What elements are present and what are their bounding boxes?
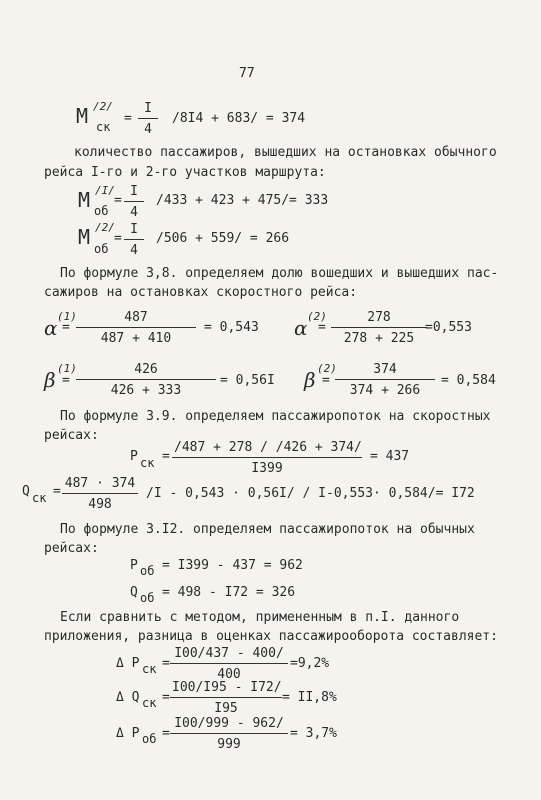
superscript: /I/ bbox=[95, 184, 115, 197]
numerator: I bbox=[138, 101, 158, 119]
fraction bbox=[124, 222, 144, 258]
symbol: Q bbox=[22, 484, 30, 499]
subscript: об bbox=[140, 564, 155, 578]
equals: = bbox=[53, 484, 61, 499]
equals: = bbox=[114, 231, 122, 246]
superscript: (2) bbox=[307, 310, 327, 323]
text-line: количество пассажиров, вышедших на остановках обычного bbox=[74, 145, 497, 160]
subscript: ск bbox=[142, 696, 157, 710]
alpha-symbol: α bbox=[294, 316, 308, 340]
fraction bbox=[76, 362, 216, 398]
beta-symbol: β bbox=[304, 368, 316, 392]
result: = 0,543 bbox=[204, 320, 259, 335]
subscript: об bbox=[94, 242, 109, 256]
page-number: 77 bbox=[239, 66, 255, 81]
beta-symbol: β bbox=[44, 368, 56, 392]
expression: = 498 - I72 = 326 bbox=[162, 585, 296, 600]
equals: = bbox=[162, 726, 170, 741]
numerator: 374 bbox=[335, 362, 435, 380]
fraction bbox=[170, 716, 288, 752]
text-line: рейсах: bbox=[44, 541, 99, 556]
equals: = bbox=[162, 449, 170, 464]
symbol: Δ P bbox=[116, 656, 140, 671]
subscript: об bbox=[140, 591, 155, 605]
equals: = bbox=[124, 111, 132, 126]
subscript: об bbox=[142, 732, 157, 746]
superscript: (1) bbox=[57, 362, 77, 375]
denominator: I399 bbox=[251, 461, 283, 476]
fraction bbox=[62, 476, 138, 512]
fraction bbox=[335, 362, 435, 398]
superscript: (2) bbox=[317, 362, 337, 375]
denominator: 4 bbox=[130, 243, 138, 258]
equals: = bbox=[162, 656, 170, 671]
symbol: P bbox=[130, 558, 138, 573]
text-line: сажиров на остановках скоростного рейса: bbox=[44, 285, 358, 300]
equals: = bbox=[322, 373, 330, 388]
equals: = bbox=[162, 690, 170, 705]
denominator: 400 bbox=[217, 667, 241, 682]
expression: /433 + 423 + 475/= 333 bbox=[156, 193, 329, 208]
equals: = bbox=[62, 373, 70, 388]
numerator: I00/999 - 962/ bbox=[170, 716, 288, 734]
fraction bbox=[170, 646, 288, 682]
numerator: 426 bbox=[76, 362, 216, 380]
denominator: 4 bbox=[144, 122, 152, 137]
result: =0,553 bbox=[425, 320, 472, 335]
text-line: По формуле 3,8. определяем долю вошедших и вышедших пас- bbox=[60, 266, 499, 281]
fraction bbox=[170, 680, 282, 716]
numerator: I00/I95 - I72/ bbox=[170, 680, 282, 698]
superscript: /2/ bbox=[93, 100, 113, 113]
result: = 0,56I bbox=[220, 373, 275, 388]
symbol: M bbox=[78, 188, 91, 212]
text-line: рейсах: bbox=[44, 428, 99, 443]
numerator: I00/437 - 400/ bbox=[170, 646, 288, 664]
denominator: 999 bbox=[217, 737, 241, 752]
numerator: 487 · 374 bbox=[62, 476, 138, 494]
alpha-symbol: α bbox=[44, 316, 58, 340]
denominator: I95 bbox=[214, 701, 238, 716]
result: =9,2% bbox=[290, 656, 330, 671]
denominator: 426 + 333 bbox=[110, 383, 182, 398]
fraction bbox=[138, 101, 158, 137]
subscript: ск bbox=[140, 456, 155, 470]
denominator: 374 + 266 bbox=[349, 383, 421, 398]
expression: /8I4 + 683/ = 374 bbox=[172, 111, 306, 126]
symbol: M bbox=[78, 225, 91, 249]
subscript: ск bbox=[142, 662, 157, 676]
symbol: Q bbox=[130, 585, 138, 600]
result: = II,8% bbox=[282, 690, 337, 705]
numerator: /487 + 278 / /426 + 374/ bbox=[172, 440, 362, 458]
expression: /I - 0,543 · 0,56I/ / I-0,553· 0,584/= I72 bbox=[146, 486, 475, 501]
result: = 3,7% bbox=[290, 726, 337, 741]
result: = 437 bbox=[370, 449, 410, 464]
symbol: Δ Q bbox=[116, 690, 140, 705]
text-line: приложения, разница в оценках пассажирооборота составляет: bbox=[44, 629, 498, 644]
equals: = bbox=[114, 193, 122, 208]
text-line: По формуле 3.I2. определяем пассажиропоток на обычных bbox=[60, 522, 475, 537]
subscript: ск bbox=[32, 491, 47, 505]
text-line: По формуле 3.9. определяем пассажиропоток на скоростных bbox=[60, 409, 491, 424]
equals: = bbox=[318, 320, 326, 335]
equals: = bbox=[62, 320, 70, 335]
numerator: 278 bbox=[331, 310, 427, 328]
fraction bbox=[76, 310, 196, 346]
denominator: 498 bbox=[88, 497, 112, 512]
numerator: 487 bbox=[76, 310, 196, 328]
symbol: P bbox=[130, 449, 138, 464]
superscript: (1) bbox=[57, 310, 77, 323]
expression: /506 + 559/ = 266 bbox=[156, 231, 290, 246]
symbol: M bbox=[76, 104, 89, 128]
subscript: об bbox=[94, 204, 109, 218]
fraction bbox=[124, 184, 144, 220]
subscript: ск bbox=[96, 120, 111, 134]
fraction bbox=[331, 310, 427, 346]
numerator: I bbox=[124, 222, 144, 240]
denominator: 278 + 225 bbox=[343, 331, 415, 346]
denominator: 4 bbox=[130, 205, 138, 220]
superscript: /2/ bbox=[95, 221, 115, 234]
text-line: Если сравнить с методом, примененным в п.I. данного bbox=[60, 610, 460, 625]
result: = 0,584 bbox=[441, 373, 496, 388]
numerator: I bbox=[124, 184, 144, 202]
denominator: 487 + 410 bbox=[100, 331, 172, 346]
fraction bbox=[172, 440, 362, 476]
symbol: Δ P bbox=[116, 726, 140, 741]
text-line: рейса I-го и 2-го участков маршрута: bbox=[44, 165, 326, 180]
expression: = I399 - 437 = 962 bbox=[162, 558, 303, 573]
